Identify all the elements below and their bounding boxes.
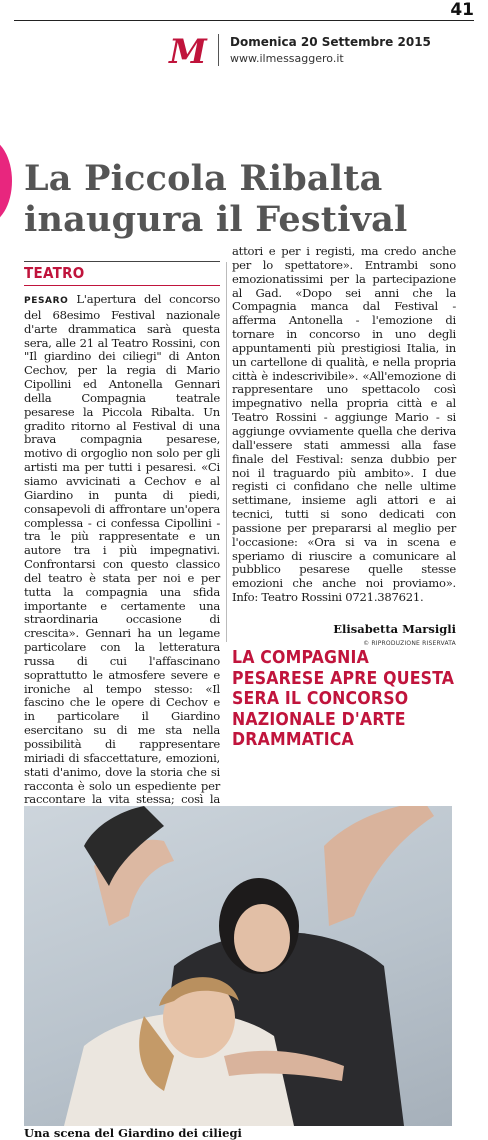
decorative-magenta-shape [0,138,12,224]
column-divider [226,262,227,642]
svg-text:M: M [169,32,207,70]
section-label: TEATRO [24,264,85,282]
copyright-notice: © RIPRODUZIONE RISERVATA [363,640,456,647]
pull-quote: LA COMPAGNIA PESARESE APRE QUESTA SERA IL CONCORSO NAZIONALE D'ARTE DRAMMATICA [232,648,455,750]
page-number: 41 [450,0,474,20]
right-column-text: attori e per i registi, ma credo anche per lo spettatore». Entrambi sono emozionatissimi per la partecipazione al Gad. «Dopo sei anni che la Compagnia manca dal Festival - afferma Antonella - l'emozione di tornare in concorso in uno degli appuntamenti più prestigiosi Italia, in un cartellone di qualità, e nella propria città è indescrivibile». «All'emozione di rappresentare uno spettacolo così impegnativo nella propria città e al Teatro Rossini - aggiunge Mario - si aggiunge ovviamente quella che deriva dall'essere stati ammessi alla fase finale del Festival: senza dubbio per noi il traguardo più ambito». I due registi ci confidano che nelle ultime settimane, insieme agli attori e ai tecnici, tutti si sono dedicati con passione per prepararsi al meglio per l'occasione: «Ora si va in scena e speriamo di riuscire a comunicare al pubblico pesarese quelle stesse emozioni che anche noi proviamo». Info: Teatro Rossini 0721.387621. [232,244,456,605]
article-title: La Piccola Ribalta inaugura il Festival [24,158,408,240]
top-rule [14,20,474,21]
author-signature: Elisabetta Marsigli [333,622,456,636]
section-top-rule [24,261,220,262]
article-body-left [24,293,220,863]
issue-date: Domenica 20 Settembre 2015 [230,35,431,49]
newspaper-logo-icon [168,30,208,70]
article-photo [24,806,452,1126]
left-column-text: L'apertura del concorso del 68esimo Festival nazionale d'arte drammatica sarà questa sera, alle 21 al Teatro Rossini, con "Il giardino dei ciliegi" di Anton Cechov, per la regia di Mario Cipollini ed Antonella Gennari della Compagnia teatrale pesarese la Piccola Ribalta. Un gradito ritorno al Festival di una brava compagnia pesarese, motivo di orgoglio non solo per gli artisti ma per tutti i pesaresi. «Ci siamo avvicinati a Cechov e al Giardino in punta di piedi, consapevoli di affrontare un'opera complessa - ci confessa Cipollini - tra le più rappresentate e un autore tra i più impegnativi. Confrontarsi con questo classico del teatro è stata per noi e per tutta la compagnia una sfida importante e certamente una straordinaria occasione di crescita». Gennari ha un legame particolare con la letteratura russa di cui l'affascinano soprattutto le atmosfere severe e ironiche al tempo stesso: «Il fascino che le opere di Cechov e in particolare il Giardino esercitano su di me sta nella possibilità di rappresentare miriadi di sfaccettature, emozioni, stati d'animo, dove la storia che si racconta è solo un espediente per raccontare la vita stessa; così la [24,292,221,807]
logo-separator [218,34,219,66]
website-link[interactable]: www.ilmessaggero.it [230,52,344,65]
photo-illustration [24,806,452,1126]
photo-caption: Una scena del Giardino dei ciliegi [24,1126,242,1140]
article-body-right [232,245,456,605]
dateline: PESARO [24,296,69,306]
section-bottom-rule [24,285,220,286]
